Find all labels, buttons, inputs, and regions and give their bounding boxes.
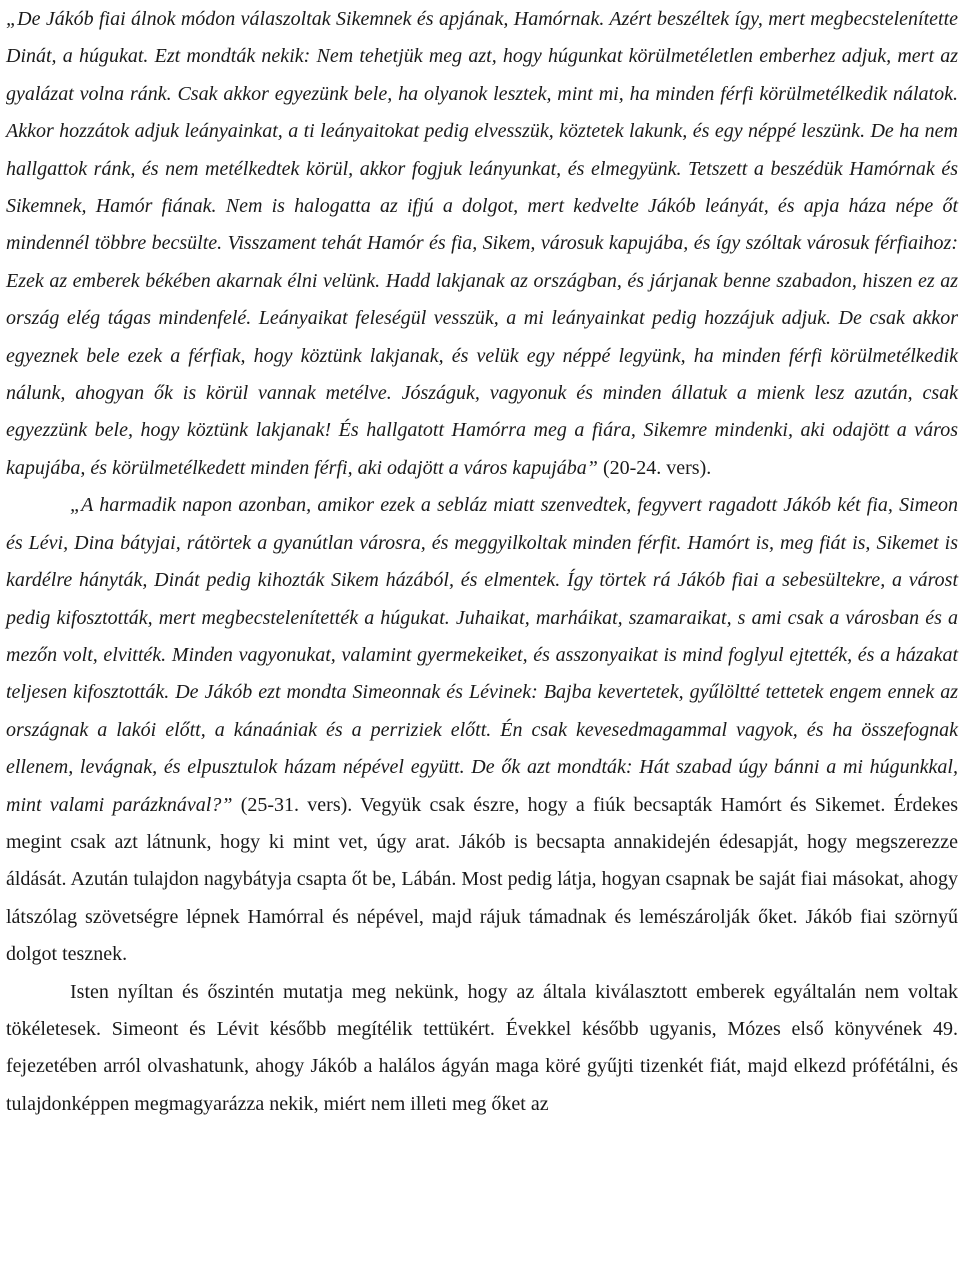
quote-text: „De Jákób fiai álnok módon válaszoltak Sikemnek és apjának, Hamórnak. Azért beszéltek így, mert megbecstelenítette Dinát, a húgukat. Ezt mondták nekik: Nem tehetjük meg azt, hogy húgunkat körülmetéletlen emberhez adjuk, mert az gyalázat volna ránk. Csak akkor egyezünk bele, ha olyanok lesztek, mint mi, ha minden férfi körülmetélkedik nálatok. Akkor hozzátok adjuk leányainkat, a ti leányaitokat pedig elvesszük, köztetek lakunk, és egy néppé leszünk. De ha nem hallgattok ránk, és nem metélkedtek körül, akkor fogjuk leányunkat, és elmegyünk. Tetszett a beszédük Hamórnak és Sikemnek, Hamór fiának. Nem is halogatta az ifjú a dolgot, mert kedvelte Jákób leányát, és apja háza népe őt mindennél többre becsülte. Visszament tehát Hamór és fia, Sikem, városuk kapujába, és így szóltak városuk férfiaihoz: Ezek az emberek békében akarnak élni velünk. Hadd lakjanak az országban, és járjanak benne szabadon, hiszen ez az ország elég tágas mindenfelé. Leányaikat feleségül vesszük, a mi leányainkat pedig hozzájuk adjuk. De csak akkor egyeznek bele ezek a férfiak, hogy köztünk lakjanak, és velük egy néppé legyünk, ha minden férfi körülmetélkedik nálunk, ahogyan ők is körül vannak metélve. Jószáguk, vagyonuk és minden állatuk a mienk lesz azután, csak egyezzünk bele, hogy köztünk lakjanak! És hallgatott Hamórra meg a fiára, Sikemre mindenki, aki odajött a város kapujába, és körülmetélkedett minden férfi, aki odajött a város kapujába” [6,8,958,479]
quote-text: „A harmadik napon azonban, amikor ezek a sebláz miatt szenvedtek, fegyvert ragadott Jákób két fia, Simeon és Lévi, Dina bátyjai, rátörtek a gyanútlan városra, és meggyilkoltak minden férfit. Hamórt is, meg fiát is, Sikemet is kardélre hányták, Dinát pedig kihozták Sikem házából, és elmentek. Így törtek rá Jákób fiai a sebesültekre, a várost pedig kifosztották, mert megbecstelenítették a húgukat. Juhaikat, marháikat, szamaraikat, s ami csak a városban és a mezőn volt, elvitték. Minden vagyonukat, valamint gyermekeiket, és asszonyaikat is mind foglyul ejtették, és a házakat teljesen kifosztották. De Jákób ezt mondta Simeonnak és Lévinek: Bajba kevertetek, gyűlöltté tettetek engem ennek az országnak a lakói előtt, a kánaániak és a perriziek előtt. Én csak kevesedmagammal vagyok, és ha összefognak ellenem, levágnak, és elpusztulok házam népével együtt. De ők azt mondták: Hát szabad úgy bánni a mi húgunkkal, mint valami parázknával?” [6,494,958,816]
paragraph-quote-25-31 [6,487,958,973]
verse-reference: (20-24. vers). [597,456,712,479]
document-page [6,0,958,1123]
paragraph-quote-20-24 [6,1,958,487]
commentary-text: Isten nyíltan és őszintén mutatja meg nekünk, hogy az általa kiválasztott emberek egyáltalán nem voltak tökéletesek. Simeont és Lévit később megítélik tettükért. Évekkel később ugyanis, Mózes első könyvének 49. fejezetében arról olvashatunk, ahogy Jákób a halálos ágyán maga köré gyűjti tizenkét fiát, majd elkezd prófétálni, és tulajdonképpen megmagyarázza nekik, miért nem illeti meg őket az [6,980,958,1115]
paragraph-commentary [6,974,958,1124]
commentary-text: (25-31. vers). Vegyük csak észre, hogy a fiúk becsapták Hamórt és Sikemet. Érdekes megint csak azt látnunk, hogy ki mint vet, úgy arat. Jákób is becsapta annakidején édesapját, hogy megszerezze áldását. Azután tulajdon nagybátyja csapta őt be, Lábán. Most pedig látja, hogyan csapnak be saját fiai másokat, ahogy látszólag szövetségre lépnek Hamórral és népével, majd rájuk támadnak és lemészárolják őket. Jákób fiai szörnyű dolgot tesznek. [6,793,958,966]
